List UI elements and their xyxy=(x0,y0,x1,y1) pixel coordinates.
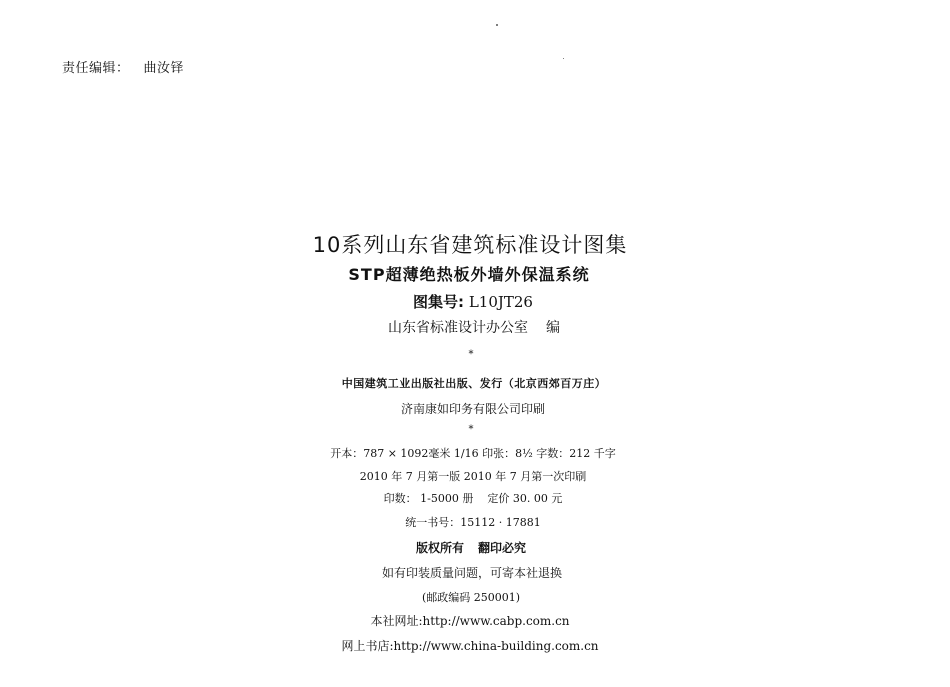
scan-speck xyxy=(496,24,498,26)
scan-speck xyxy=(563,58,564,59)
format-spec: 开本：787 × 1092毫米 1/16 印张：8½ 字数：212 千字 xyxy=(330,447,616,460)
print-run-line xyxy=(0,490,948,506)
compiler-org: 山东省标准设计办公室 xyxy=(388,320,528,336)
quality-notice: 如有印装质量问题，可寄本社退换 xyxy=(381,566,562,580)
publisher-website: 本社网址:http://www.cabp.com.cn xyxy=(370,614,570,628)
atlas-number-label: 图集号: xyxy=(413,293,465,311)
online-bookstore: 网上书店:http://www.china-building.com.cn xyxy=(341,639,599,653)
copyright-left: 版权所有 xyxy=(415,541,464,555)
responsible-editor xyxy=(62,57,184,76)
print-run: 印数： 1-5000 册 xyxy=(383,492,474,505)
postal-code: (邮政编码 250001) xyxy=(421,591,521,604)
separator-star: * xyxy=(468,349,474,360)
atlas-subtitle: STP超薄绝热板外墙外保温系统 xyxy=(348,265,590,284)
unified-book-number: 统一书号：15112 · 17881 xyxy=(405,516,541,529)
copyright-line xyxy=(0,539,946,556)
separator-star: * xyxy=(468,424,474,435)
copyright-right: 翻印必究 xyxy=(478,541,527,555)
printer-line: 济南康如印务有限公司印刷 xyxy=(400,402,545,416)
compiler-verb: 编 xyxy=(546,320,560,336)
compiler-line xyxy=(0,317,949,337)
atlas-number-value: L10JT26 xyxy=(468,293,533,311)
edition-line: 2010 年 7 月第一版 2010 年 7 月第一次印刷 xyxy=(359,470,587,483)
editor-label: 责任编辑： xyxy=(62,61,130,76)
price: 定价 30. 00 元 xyxy=(487,492,563,505)
series-title: 10系列山东省建筑标准设计图集 xyxy=(312,233,628,257)
editor-name: 曲汝铎 xyxy=(143,61,185,76)
atlas-number xyxy=(0,291,948,312)
publisher-line: 中国建筑工业出版社出版、发行（北京西郊百万庄） xyxy=(341,377,607,390)
